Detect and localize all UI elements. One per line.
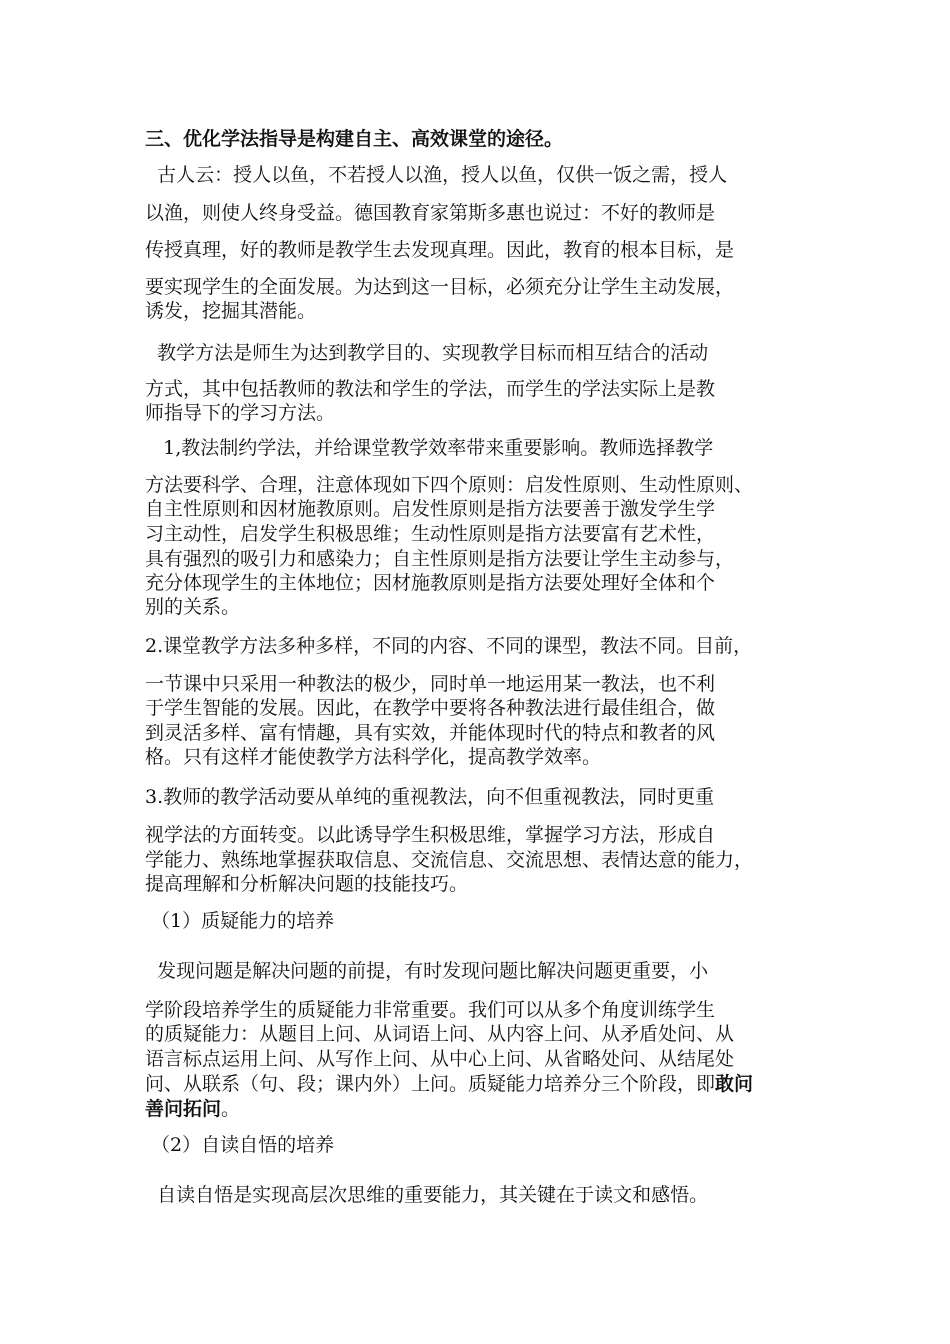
- text-line: 具有强烈的吸引力和感染力；自主性原则是指方法要让学生主动参与，: [145, 548, 735, 570]
- text-line: 发现问题是解决问题的前提，有时发现问题比解决问题更重要，小: [145, 960, 709, 982]
- text-line: 2.课堂教学方法多种多样，不同的内容、不同的课型，教法不同。目前，: [145, 635, 753, 657]
- text-line: 充分体现学生的主体地位；因材施教原则是指方法要处理好全体和个: [145, 572, 716, 594]
- section-heading: 三、优化学法指导是构建自主、高效课堂的途径。: [145, 128, 564, 150]
- text-segment: 问、从联系（句、段；课内外）上问。质疑能力培养分三个阶段，即: [145, 1073, 716, 1095]
- text-line: [145, 1071, 753, 1097]
- text-segment: 。: [221, 1098, 241, 1120]
- text-line: 视学法的方面转变。以此诱导学生积极思维，掌握学习方法，形成自: [145, 824, 716, 846]
- text-line: 别的关系。: [145, 596, 241, 618]
- text-line: 以渔，则使人终身受益。德国教育家第斯多惠也说过：不好的教师是: [145, 202, 716, 224]
- text-line: 方式，其中包括教师的教法和学生的学法，而学生的学法实际上是教: [145, 378, 716, 400]
- text-line: 习主动性，启发学生积极思维；生动性原则是指方法要富有艺术性，: [145, 523, 716, 545]
- text-line: 自读自悟是实现高层次思维的重要能力，其关键在于读文和感悟。: [145, 1184, 709, 1206]
- text-line: 到灵活多样、富有情趣，具有实效，并能体现时代的特点和教者的风: [145, 722, 716, 744]
- text-line: 师指导下的学习方法。: [145, 402, 336, 424]
- text-line: 古人云：授人以鱼，不若授人以渔，授人以鱼，仅供一饭之需，授人: [145, 164, 728, 186]
- text-line: 3.教师的教学活动要从单纯的重视教法，向不但重视教法，同时更重: [145, 786, 715, 808]
- text-line: 教学方法是师生为达到教学目的、实现教学目标而相互结合的活动: [145, 342, 709, 364]
- text-line: 提高理解和分析解决问题的技能技巧。: [145, 873, 469, 895]
- text-line: 的质疑能力：从题目上问、从词语上问、从内容上问、从矛盾处问、从: [145, 1023, 735, 1045]
- text-line: 学能力、熟练地掌握获取信息、交流信息、交流思想、表情达意的能力，: [145, 849, 754, 871]
- text-line: 诱发，挖掘其潜能。: [145, 300, 317, 322]
- text-line: 语言标点运用上问、从写作上问、从中心上问、从省略处问、从结尾处: [145, 1048, 735, 1070]
- text-line: 于学生智能的发展。因此，在教学中要将各种教法进行最佳组合，做: [145, 697, 716, 719]
- subsection-heading: （2）自读自悟的培养: [145, 1134, 335, 1156]
- bold-text: 善问拓问: [145, 1098, 222, 1120]
- text-line: 要实现学生的全面发展。为达到这一目标，必须充分让学生主动发展，: [145, 276, 735, 298]
- text-line: 格。只有这样才能使教学方法科学化，提高教学效率。: [145, 746, 602, 768]
- text-line: 一节课中只采用一种教法的极少，同时单一地运用某一教法，也不利: [145, 673, 716, 695]
- text-line: [145, 1096, 240, 1122]
- text-line: 方法要科学、合理，注意体现如下四个原则：启发性原则、生动性原则、: [145, 474, 754, 496]
- text-line: 学阶段培养学生的质疑能力非常重要。我们可以从多个角度训练学生: [145, 999, 716, 1021]
- subsection-heading: （1）质疑能力的培养: [145, 910, 335, 932]
- bold-text: 敢问: [715, 1073, 754, 1095]
- text-line: 1,教法制约学法，并给课堂教学效率带来重要影响。教师选择教学: [145, 437, 714, 459]
- text-line: 自主性原则和因材施教原则。启发性原则是指方法要善于激发学生学: [145, 498, 716, 520]
- text-line: 传授真理，好的教师是教学生去发现真理。因此，教育的根本目标，是: [145, 239, 735, 261]
